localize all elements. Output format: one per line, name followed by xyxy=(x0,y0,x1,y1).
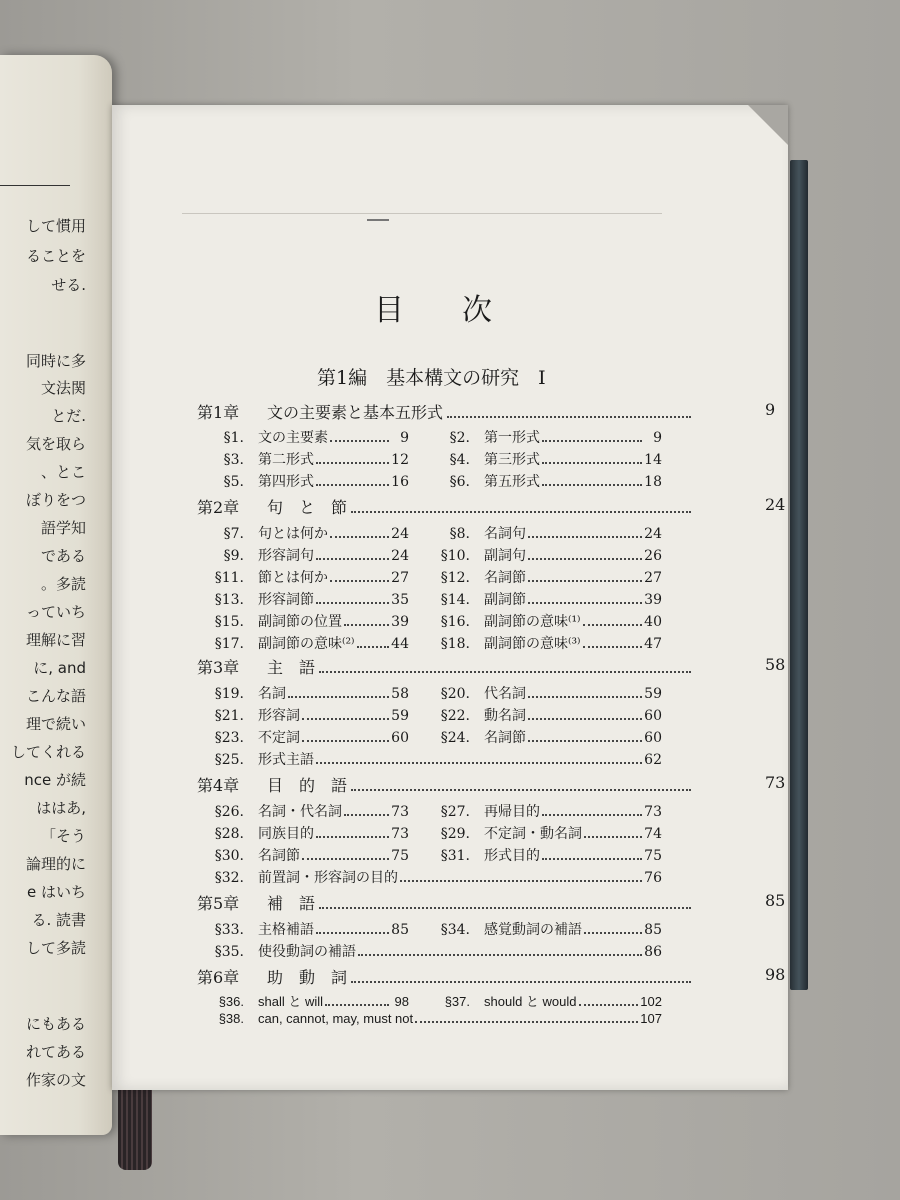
toc-entry xyxy=(204,611,409,631)
section-number: §22. xyxy=(440,708,470,724)
section-page: 102 xyxy=(640,994,662,1009)
section-page: 18 xyxy=(644,474,662,490)
section-page: 24 xyxy=(391,526,409,542)
ribbon-bookmark xyxy=(118,1080,152,1170)
chapter-page: 73 xyxy=(765,773,786,792)
chapter-heading xyxy=(197,495,786,518)
toc-entry xyxy=(204,683,409,703)
section-number: §3. xyxy=(223,452,244,468)
toc-entry xyxy=(204,919,409,939)
chapter-heading xyxy=(197,891,786,914)
toc-entry xyxy=(204,801,409,821)
section-page: 73 xyxy=(391,826,409,842)
section-title: 第四形式 xyxy=(258,474,314,490)
section-title: 形容詞句 xyxy=(258,548,314,564)
page-corner-fold xyxy=(748,105,788,145)
section-number: §14. xyxy=(440,592,470,608)
section-page: 85 xyxy=(391,922,409,938)
section-number: §7. xyxy=(223,526,244,542)
section-page: 60 xyxy=(644,730,662,746)
toc-entry xyxy=(204,727,409,747)
section-title: 名詞節 xyxy=(484,730,526,746)
leader-dots xyxy=(583,646,643,648)
section-title: 名詞節 xyxy=(258,848,300,864)
toc-entry xyxy=(430,991,662,1010)
section-number: §33. xyxy=(214,922,244,938)
toc-entry xyxy=(204,705,409,725)
section-title: 節とは何か xyxy=(258,570,328,586)
section-number: §10. xyxy=(440,548,470,564)
section-number: §13. xyxy=(214,592,244,608)
section-title: 副詞句 xyxy=(484,548,526,564)
section-number: §15. xyxy=(214,614,244,630)
toc-entry xyxy=(430,449,662,469)
left-page-line: して慣用 xyxy=(25,217,86,235)
section-number: §26. xyxy=(214,804,244,820)
section-title: 名詞節 xyxy=(484,570,526,586)
show-through-dash xyxy=(367,219,389,221)
section-page: 73 xyxy=(644,804,662,820)
chapter-number: 第1章 xyxy=(197,403,240,422)
section-page: 39 xyxy=(644,592,662,608)
section-number: §17. xyxy=(214,636,244,652)
section-title: 名詞 xyxy=(258,686,286,702)
left-page-line: 理解に習 xyxy=(25,631,86,649)
section-page: 60 xyxy=(391,730,409,746)
section-title: 感覚動詞の補語 xyxy=(484,922,582,938)
part-title: 第1編 基本構文の研究 I xyxy=(317,367,546,389)
toc-entry xyxy=(430,567,662,587)
left-page-line: 「そう xyxy=(40,827,86,845)
left-page-line: 気を取ら xyxy=(25,435,86,453)
section-page: 26 xyxy=(644,548,662,564)
toc-entry xyxy=(430,845,662,865)
chapter-title: 補 語 xyxy=(267,894,316,913)
section-number: §6. xyxy=(449,474,470,490)
leader-dots xyxy=(302,858,389,860)
leader-dots xyxy=(316,484,389,486)
section-page: 85 xyxy=(644,922,662,938)
section-page: 60 xyxy=(644,708,662,724)
toc-entry xyxy=(430,727,662,747)
section-number: §4. xyxy=(449,452,470,468)
section-title: 句とは何か xyxy=(258,526,328,542)
section-title: 副詞節 xyxy=(484,592,526,608)
chapter-number: 第4章 xyxy=(197,776,240,795)
left-page-line: 作家の文 xyxy=(25,1071,86,1089)
chapter-title: 目 的 語 xyxy=(267,776,348,795)
section-page: 59 xyxy=(644,686,662,702)
section-number: §35. xyxy=(214,944,244,960)
toc-entry xyxy=(430,427,662,447)
left-page-line: 理で続い xyxy=(25,715,86,733)
section-page: 75 xyxy=(391,848,409,864)
left-page-line: 語学知 xyxy=(40,519,86,537)
toc-entry xyxy=(430,683,662,703)
leader-dots xyxy=(528,580,642,582)
leader-dots xyxy=(542,858,642,860)
leader-dots xyxy=(358,954,642,956)
left-page-line: e はいち xyxy=(27,883,86,901)
leader-dots xyxy=(316,602,389,604)
left-page-line: れてある xyxy=(25,1043,86,1061)
section-title: 不定詞・動名詞 xyxy=(484,826,582,842)
leader-dots xyxy=(447,416,691,418)
toc-entry xyxy=(430,705,662,725)
leader-dots xyxy=(542,462,642,464)
leader-dots xyxy=(351,789,691,791)
left-page-line: ははあ, xyxy=(36,799,86,817)
leader-dots xyxy=(528,536,642,538)
toc-entry xyxy=(430,523,662,543)
show-through-rule xyxy=(182,213,662,214)
section-page: 62 xyxy=(644,752,662,768)
section-title: 主格補語 xyxy=(258,922,314,938)
leader-dots xyxy=(351,981,691,983)
left-page-line: してくれる xyxy=(10,743,86,761)
left-page-line: こんな語 xyxy=(25,687,86,705)
chapter-title: 助 動 詞 xyxy=(267,968,348,987)
left-page-line: に, and xyxy=(33,659,86,677)
section-page: 47 xyxy=(644,636,662,652)
left-page-line: にもある xyxy=(25,1015,86,1033)
section-number: §38. xyxy=(218,1011,244,1026)
left-page-line: っていち xyxy=(25,603,86,621)
section-number: §32. xyxy=(214,870,244,886)
section-title: 副詞節の意味⁽¹⁾ xyxy=(484,614,581,630)
section-page: 14 xyxy=(644,452,662,468)
section-title: 形式目的 xyxy=(484,848,540,864)
section-page: 75 xyxy=(644,848,662,864)
section-title: 前置詞・形容詞の目的 xyxy=(258,870,398,886)
left-page-line: である xyxy=(40,547,86,565)
leader-dots xyxy=(316,932,389,934)
leader-dots xyxy=(584,932,642,934)
chapter-heading xyxy=(197,773,786,796)
toc-entry xyxy=(430,545,662,565)
leader-dots xyxy=(344,814,389,816)
section-title: 形式主語 xyxy=(258,752,314,768)
section-title: 第五形式 xyxy=(484,474,540,490)
section-page: 73 xyxy=(391,804,409,820)
leader-dots xyxy=(319,671,691,673)
section-title: shall と will xyxy=(258,994,324,1009)
leader-dots xyxy=(357,646,390,648)
toc-page xyxy=(112,105,788,1090)
section-page: 86 xyxy=(644,944,662,960)
left-page-line: 、とこ xyxy=(40,463,86,481)
leader-dots xyxy=(415,1021,638,1023)
section-number: §16. xyxy=(440,614,470,630)
section-page: 35 xyxy=(391,592,409,608)
toc-entry xyxy=(430,823,662,843)
leader-dots xyxy=(302,718,389,720)
section-number: §21. xyxy=(214,708,244,724)
section-number: §30. xyxy=(214,848,244,864)
section-title: 副詞節の意味⁽²⁾ xyxy=(258,636,355,652)
section-title: 動名詞 xyxy=(484,708,526,724)
left-facing-page xyxy=(0,55,112,1135)
left-page-line: とだ. xyxy=(51,407,86,425)
toc-entry xyxy=(204,449,409,469)
section-title: 形容詞 xyxy=(258,708,300,724)
section-title: should と would xyxy=(484,994,577,1009)
section-page: 27 xyxy=(644,570,662,586)
left-page-line: る. 読書 xyxy=(31,911,86,929)
section-number: §11. xyxy=(214,570,244,586)
toc-entry xyxy=(204,845,409,865)
toc-entry xyxy=(430,611,662,631)
section-page: 44 xyxy=(391,636,409,652)
leader-dots xyxy=(330,580,389,582)
chapter-page: 24 xyxy=(765,495,786,514)
section-title: 名詞・代名詞 xyxy=(258,804,342,820)
section-number: §31. xyxy=(440,848,470,864)
section-title: 形容詞節 xyxy=(258,592,314,608)
section-page: 9 xyxy=(400,430,409,446)
section-number: §1. xyxy=(223,430,244,446)
section-page: 27 xyxy=(391,570,409,586)
section-number: §9. xyxy=(223,548,244,564)
toc-entry xyxy=(204,941,662,961)
toc-entry xyxy=(430,919,662,939)
toc-entry xyxy=(204,1011,662,1027)
left-page-line: ぼりをつ xyxy=(25,491,86,509)
leader-dots xyxy=(400,880,642,882)
toc-entry xyxy=(204,633,409,653)
section-page: 12 xyxy=(391,452,409,468)
leader-dots xyxy=(316,462,389,464)
chapter-heading xyxy=(197,400,776,423)
section-number: §37. xyxy=(444,994,470,1009)
section-page: 24 xyxy=(644,526,662,542)
section-page: 98 xyxy=(394,994,409,1009)
toc-entry xyxy=(430,633,662,653)
leader-dots xyxy=(528,696,642,698)
toc-entry xyxy=(430,589,662,609)
leader-dots xyxy=(344,624,389,626)
chapter-title: 句 と 節 xyxy=(267,498,348,517)
section-title: 第二形式 xyxy=(258,452,314,468)
section-number: §24. xyxy=(440,730,470,746)
section-title: 文の主要素 xyxy=(258,430,328,446)
leader-dots xyxy=(288,696,389,698)
section-number: §19. xyxy=(214,686,244,702)
left-page-line: 文法関 xyxy=(40,379,86,397)
leader-dots xyxy=(325,1004,389,1006)
left-page-line: nce が続 xyxy=(24,771,86,789)
section-title: 不定詞 xyxy=(258,730,300,746)
chapter-number: 第2章 xyxy=(197,498,240,517)
chapter-page: 58 xyxy=(765,655,786,674)
section-title: 再帰目的 xyxy=(484,804,540,820)
leader-dots xyxy=(528,718,642,720)
book-cover-edge xyxy=(790,160,808,990)
chapter-title: 文の主要素と基本五形式 xyxy=(267,403,444,422)
chapter-number: 第6章 xyxy=(197,968,240,987)
leader-dots xyxy=(579,1004,639,1006)
chapter-page: 9 xyxy=(765,400,776,419)
leader-dots xyxy=(542,484,642,486)
section-title: 代名詞 xyxy=(484,686,526,702)
chapter-number: 第5章 xyxy=(197,894,240,913)
chapter-page: 98 xyxy=(765,965,786,984)
chapter-heading xyxy=(197,655,786,678)
left-page-line: して多読 xyxy=(25,939,86,957)
left-page-line: 同時に多 xyxy=(25,352,86,370)
leader-dots xyxy=(330,536,389,538)
toc-entry xyxy=(204,427,409,447)
section-title: can, cannot, may, must not xyxy=(258,1011,414,1026)
section-title: 副詞節の位置 xyxy=(258,614,342,630)
leader-dots xyxy=(583,624,643,626)
section-page: 16 xyxy=(391,474,409,490)
section-number: §8. xyxy=(449,526,470,542)
section-page: 58 xyxy=(391,686,409,702)
toc-entry xyxy=(430,471,662,491)
section-title: 同族目的 xyxy=(258,826,314,842)
section-number: §29. xyxy=(440,826,470,842)
section-page: 39 xyxy=(391,614,409,630)
section-number: §27. xyxy=(440,804,470,820)
chapter-number: 第3章 xyxy=(197,658,240,677)
chapter-page: 85 xyxy=(765,891,786,910)
section-number: §34. xyxy=(440,922,470,938)
leader-dots xyxy=(528,558,642,560)
chapter-heading xyxy=(197,965,786,988)
chapter-title: 主 語 xyxy=(267,658,316,677)
section-page: 76 xyxy=(644,870,662,886)
section-title: 名詞句 xyxy=(484,526,526,542)
leader-dots xyxy=(316,836,389,838)
section-title: 第三形式 xyxy=(484,452,540,468)
section-page: 107 xyxy=(640,1011,662,1026)
leader-dots xyxy=(330,440,389,442)
toc-entry xyxy=(430,801,662,821)
left-page-line: 。多読 xyxy=(40,575,86,593)
section-page: 74 xyxy=(644,826,662,842)
section-number: §36. xyxy=(218,994,244,1009)
leader-dots xyxy=(542,814,642,816)
section-page: 59 xyxy=(391,708,409,724)
leader-dots xyxy=(302,740,389,742)
section-title: 第一形式 xyxy=(484,430,540,446)
section-number: §12. xyxy=(440,570,470,586)
toc-entry xyxy=(204,867,662,887)
toc-entry xyxy=(204,749,662,769)
leader-dots xyxy=(528,602,642,604)
section-number: §2. xyxy=(449,430,470,446)
leader-dots xyxy=(542,440,642,442)
left-page-line: ることを xyxy=(25,247,86,265)
section-number: §20. xyxy=(440,686,470,702)
toc-entry xyxy=(204,545,409,565)
section-number: §25. xyxy=(214,752,244,768)
section-number: §18. xyxy=(440,636,470,652)
left-page-rule xyxy=(0,185,70,186)
leader-dots xyxy=(351,511,691,513)
section-number: §23. xyxy=(214,730,244,746)
toc-title: 目次 xyxy=(374,293,550,328)
section-page: 9 xyxy=(653,430,662,446)
left-page-line: せる. xyxy=(51,276,86,294)
toc-entry xyxy=(204,523,409,543)
leader-dots xyxy=(584,836,642,838)
section-page: 40 xyxy=(644,614,662,630)
left-page-line: 論理的に xyxy=(25,855,86,873)
leader-dots xyxy=(319,907,691,909)
section-number: §28. xyxy=(214,826,244,842)
toc-entry xyxy=(204,589,409,609)
section-page: 24 xyxy=(391,548,409,564)
toc-entry xyxy=(204,991,409,1010)
toc-entry xyxy=(204,823,409,843)
toc-entry xyxy=(204,471,409,491)
section-title: 副詞節の意味⁽³⁾ xyxy=(484,636,581,652)
leader-dots xyxy=(316,558,389,560)
section-title: 使役動詞の補語 xyxy=(258,944,356,960)
section-number: §5. xyxy=(223,474,244,490)
toc-entry xyxy=(204,567,409,587)
leader-dots xyxy=(316,762,642,764)
leader-dots xyxy=(528,740,642,742)
